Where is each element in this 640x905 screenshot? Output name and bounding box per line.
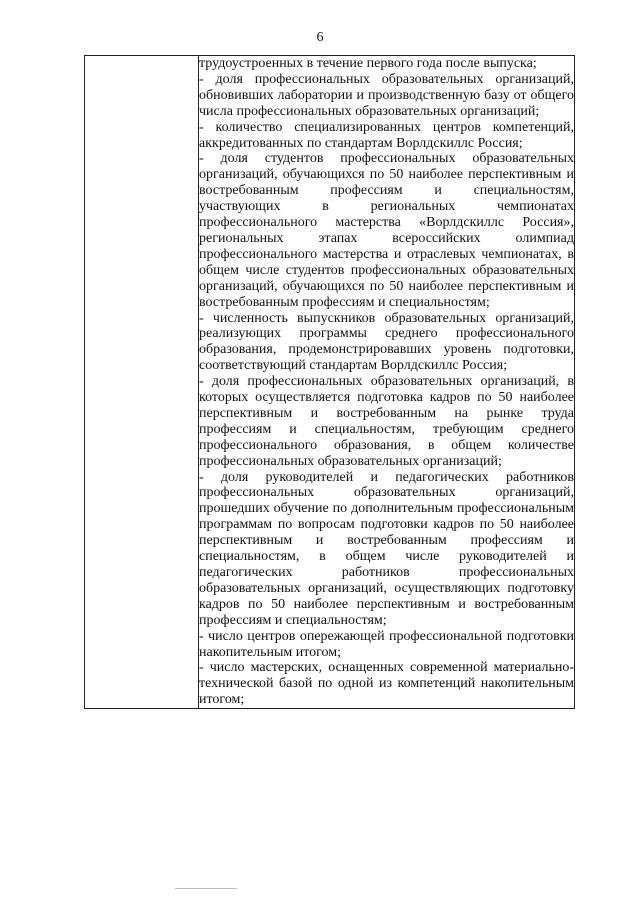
indicator-paragraph: - количество специализированных центров компетенций, аккредитованных по стандартам Ворлдскиллс Россия;: [199, 119, 574, 151]
indicator-paragraph: трудоустроенных в течение первого года после выпуска;: [199, 56, 537, 71]
indicator-paragraph: - доля профессиональных образовательных организаций, в которых осуществляется подготовка кадров по 50 наиболее перспективным и востребованным на рынке труда профессиям и специальностям, требующим среднего профессионального образования, в общем количестве профессиональных образовательных организаций;: [199, 374, 574, 469]
indicators-table: [84, 55, 575, 709]
left-column-cell: [85, 56, 199, 709]
page-number: 6: [316, 30, 324, 45]
indicator-paragraph: - число мастерских, оснащенных современной материально-технической базой по одной из компетенций накопительным итогом;: [199, 660, 574, 708]
indicator-paragraph: - численность выпускников образовательных организаций, реализующих программы среднего профессионального образования, продемонстрировавших уровень подготовки, соответствующий стандартам Ворлдскиллс Россия;: [199, 310, 574, 374]
indicator-paragraph: - доля руководителей и педагогических работников профессиональных образовательных организаций, прошедших обучение по дополнительным профессиональным программам по вопросам подготовки кадров по 50 наиболее перспективным и востребованным профессиям и специальностям, в общем числе руководителей и педагогических работников профессиональных образовательных организаций, осуществляющих подготовку кадров по 50 наиболее перспективным и востребованным профессиям и специальностям;: [199, 469, 574, 628]
scan-artifact-line: [175, 888, 237, 889]
table-row: [85, 56, 575, 709]
indicators-cell: [199, 56, 575, 709]
indicator-paragraph: - число центров опережающей профессиональной подготовки накопительным итогом;: [199, 628, 574, 660]
indicator-paragraph: - доля профессиональных образовательных организаций, обновивших лаборатории и производственную базу от общего числа профессиональных образовательных организаций;: [199, 71, 574, 119]
indicator-paragraph: - доля студентов профессиональных образовательных организаций, обучающихся по 50 наиболее перспективным и востребованным профессиям и специальностям, участвующих в региональных чемпионатах профессионального мастерства «Ворлдскиллс Россия», региональных этапах всероссийских олимпиад профессионального мастерства и отраслевых чемпионатах, в общем числе студентов профессиональных образовательных организаций, обучающихся по 50 наиболее перспективным и востребованным профессиям и специальностям;: [199, 151, 574, 310]
